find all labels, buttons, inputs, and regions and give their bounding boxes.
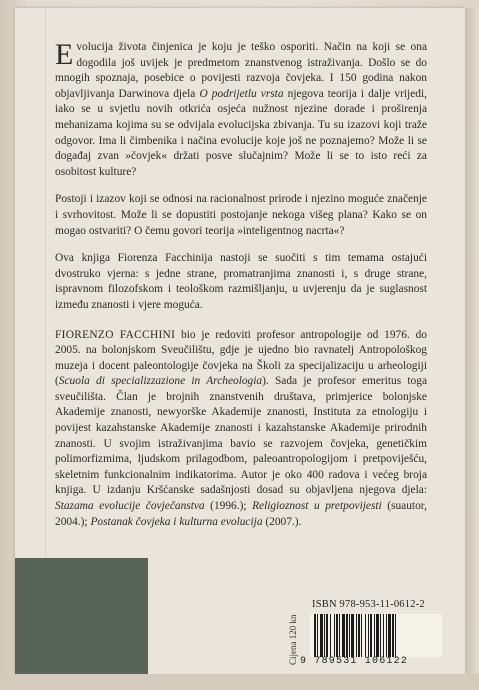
barcode-stripe [330, 614, 331, 657]
darwin-book-title: O podrijetlu vrsta [199, 87, 284, 100]
book-edge [465, 8, 479, 674]
drop-cap: E [55, 38, 74, 71]
barcode-stripe [376, 614, 379, 657]
barcode-stripe [349, 614, 350, 657]
barcode-stripe [358, 614, 360, 657]
barcode-icon [310, 614, 442, 657]
barcode-stripe [320, 614, 323, 657]
work-3-year: (2007.). [262, 515, 302, 528]
work-1-year: (1996.); [204, 500, 253, 513]
intro-text-rest: njegova teorija i dalje vrijedi, iako se u svjetlu novih otkrića osjeća nužnost njezine dorade i proširenja mehanizama kojima su se odvijala evolucijska zbivanja. Tu su izazovi koji traže odgovor. Ima li čimbenika i načina evolucije koje još ne poznajemo? Može li se događaj zvan »čovjek« držati posve slučajnim? Može li se to isto reći za osobitost kulture? [55, 87, 427, 178]
price-label: Cijena 120 kn [288, 614, 298, 665]
barcode-stripe [324, 614, 325, 657]
barcode-digits: 9 789531 106122 [300, 656, 409, 667]
barcode-stripe [383, 614, 384, 657]
barcode-stripe [342, 614, 345, 657]
barcode-stripe [361, 614, 362, 657]
bio-text-2: ). Sada je profesor emeritus toga sveučilišta. Član je brojnih znanstvenih društava, primjerice bolonjske Akademije znanosti, newyorške Akademije znanosti, Instituta za etnologiju i povijest kazahstanske Akademije znanosti i kazahstanske Akademije prirodnih znanosti. U svojim istraživanjima bavio se razvojem čovjeka, genetičkim polimorfizmima, ljudskom prilagodbom, paleoantropologijom i pretpoviješću, skeletnim funkcionalnim indikatorima. Autor je oko 400 radova i većeg broja knjiga. U izdanju Kršćanske sadašnjosti dosad su objavljena njegova djela: [55, 375, 427, 497]
barcode-stripe [392, 614, 394, 657]
barcode-stripe [365, 614, 366, 657]
author-bio [55, 328, 427, 531]
table-surface [0, 674, 479, 690]
back-cover-text [55, 40, 427, 542]
bio-text-1: bio je redoviti profesor antropologije od 1976. do 2005. na bolonjskom Sveučilištu, gdje je ujedno bio ravnatelj Antropološkog muzeja i docent paleontologije čovjeka na Školi za specijalizaciju u arheologiji ( [55, 328, 427, 388]
work-2: Religioznost u pretpovijesti [252, 500, 382, 513]
barcode-stripe [326, 614, 328, 657]
barcode-stripe [388, 614, 391, 657]
barcode-stripe [334, 614, 335, 657]
barcode-stripe [370, 614, 372, 657]
work-1: Stazama evolucije čovječanstva [55, 500, 205, 513]
isbn-label: ISBN 978-953-11-0612-2 [312, 599, 425, 610]
author-name: FIORENZO FACCHINI [55, 328, 176, 341]
intro-paragraph [55, 40, 427, 180]
intro-text: volucija života činjenica je koju je teško osporiti. Način na koji se ona dogodila još uvijek je predmetom znanstvenog istraživanja. Došlo se do mnogih spoznaja, posebice o povijesti razvoja čovjeka. I 150 godina nakon objavljivanja Darwinova djela [55, 41, 427, 100]
barcode-stripe [380, 614, 381, 657]
barcode-stripe [339, 614, 340, 657]
barcode-stripe [368, 614, 369, 657]
barcode-stripe [314, 614, 316, 657]
barcode-stripe [356, 614, 357, 657]
barcode-stripe [336, 614, 338, 657]
barcode-stripe [346, 614, 348, 657]
barcode-area [288, 599, 446, 671]
barcode-stripe [386, 614, 387, 657]
work-3: Postanak čovjeka i kulturna evolucija [90, 515, 263, 528]
barcode-stripe [395, 614, 396, 657]
work-2-year: (suautor, 2004.); [55, 500, 427, 528]
second-paragraph: Postoji i izazov koji se odnosi na racionalnost prirode i njezino moguće značenje i svrhovitost. Može li se dopustiti postojanje nekoga višeg plana? Kako se on mogao ostvariti? O čemu govori teorija »inteligentnog nacrta«? [55, 193, 427, 237]
third-paragraph: Ova knjiga Fiorenza Facchinija nastoji se suočiti s tim temama ostajući dvostruko vjerna: s jedne strane, promatranjima znanosti i, s druge strane, ispravnom filozofskom i teološkom razmišljanju, u uvjerenju da je suglasnost između znanosti i vjere moguća. [55, 252, 427, 311]
barcode-stripe [317, 614, 318, 657]
barcode-stripe [351, 614, 354, 657]
color-block [15, 558, 148, 674]
school-name: Scuola di specializzazione in Archeologia [58, 375, 263, 388]
barcode-stripe [374, 614, 375, 657]
